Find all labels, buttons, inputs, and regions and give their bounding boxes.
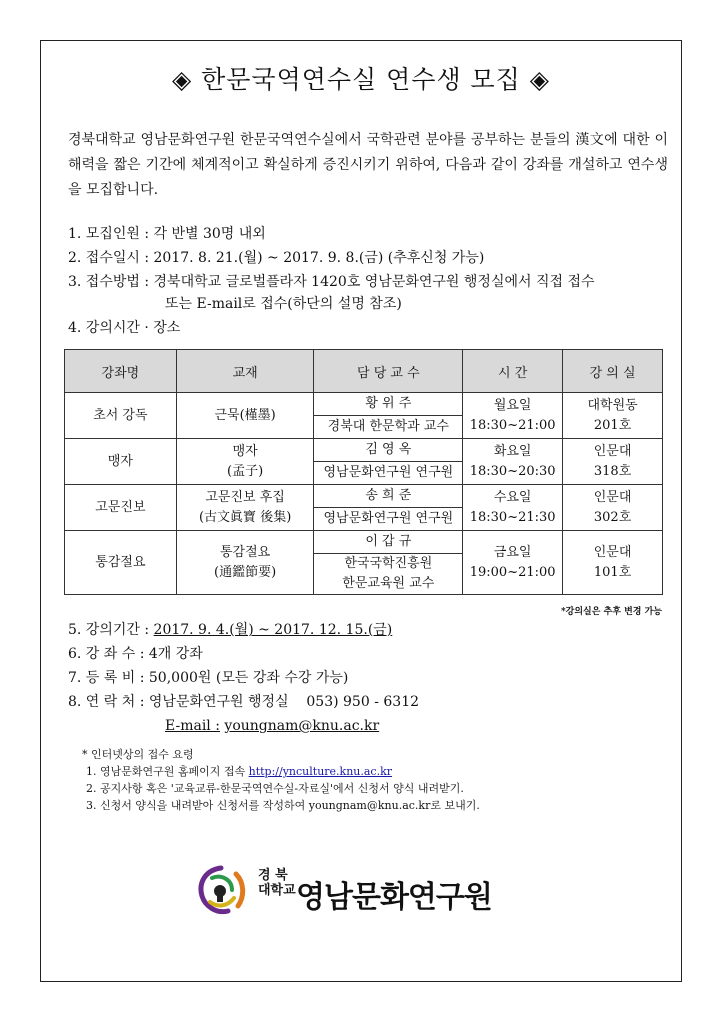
course-cell: 통감절요 (65, 531, 177, 595)
intro-paragraph: 경북대학교 영남문화연구원 한문국역연수실에서 국학관련 분야를 공부하는 분들의 漢文에 대한 이해력을 짧은 기간에 체계적이고 확실하게 증진시키기 위하여, 다음과 같이 강좌를 개설하고 연수생을 모집합니다. (68, 132, 668, 198)
item-fee: 7. 등 록 비 : 50,000원 (모든 강좌 수강 가능) (68, 670, 349, 686)
time-cell: 수요일 18:30~21:30 (463, 485, 563, 531)
textbook-cell: 근묵(槿墨) (176, 393, 314, 439)
room-cell: 인문대 302호 (563, 485, 663, 531)
room-cell: 인문대 318호 (563, 439, 663, 485)
homepage-link[interactable]: http://ynculture.knu.ac.kr (248, 765, 393, 778)
header-time: 시 간 (463, 350, 563, 393)
item-contact: 8. 연 락 처 : 영남문화연구원 행정실 053) 950 - 6312 (68, 694, 420, 710)
table-row (65, 485, 663, 508)
item-period: 2. 접수일시 : 2017. 8. 21.(월) ~ 2017. 9. 8.(금) (추후신청 가능) (68, 250, 485, 266)
textbook-cell: 통감절요 (通鑑節要) (176, 531, 314, 595)
how-to-step-1: 1. 영남문화연구원 홈페이지 접속 http://ynculture.knu.ac.kr (86, 765, 393, 778)
textbook-cell: 맹자 (孟子) (176, 439, 314, 485)
logo-university: 경 북 대학교 (258, 868, 296, 898)
room-cell: 대학원동 201호 (563, 393, 663, 439)
item-time-place: 4. 강의시간 · 장소 (68, 320, 181, 336)
room-cell: 인문대 101호 (563, 531, 663, 595)
how-to-step-2: 2. 공지사항 혹은 '교육교류-한문국역연수실-자료실'에서 신청서 양식 내려받기. (86, 782, 464, 795)
professor-affiliation: 영남문화연구원 연구원 (314, 462, 463, 485)
table-header-row (65, 350, 663, 393)
professor-affiliation: 한국국학진흥원 한문교육원 교수 (314, 554, 463, 595)
logo-emblem-icon (192, 862, 250, 920)
professor-name: 이 갑 규 (314, 531, 463, 554)
room-change-note: *강의실은 추후 변경 가능 (560, 607, 662, 617)
course-cell: 맹자 (65, 439, 177, 485)
course-cell: 고문진보 (65, 485, 177, 531)
professor-name: 김 영 옥 (314, 439, 463, 462)
time-cell: 금요일 19:00~21:00 (463, 531, 563, 595)
item-duration: 5. 강의기간 : 2017. 9. 4.(월) ~ 2017. 12. 15.(금) (68, 622, 393, 638)
table-row (65, 531, 663, 554)
item-count: 6. 강 좌 수 : 4개 강좌 (68, 646, 203, 662)
logo-institute-name: 영남문화연구원 (296, 880, 492, 915)
item-method-cont: 또는 E-mail로 접수(하단의 설명 참조) (165, 296, 402, 312)
time-cell: 화요일 18:30~20:30 (463, 439, 563, 485)
duration-value: 2017. 9. 4.(월) ~ 2017. 12. 15.(금) (153, 622, 393, 638)
how-to-title: * 인터넷상의 접수 요령 (82, 748, 194, 761)
course-cell: 초서 강독 (65, 393, 177, 439)
time-cell: 월요일 18:30~21:00 (463, 393, 563, 439)
header-textbook: 교재 (176, 350, 314, 393)
page-title: ◈ 한문국역연수실 연수생 모집 ◈ (171, 65, 551, 94)
email-label: E-mail : (165, 718, 220, 734)
item-method: 3. 접수방법 : 경북대학교 글로벌플라자 1420호 영남문화연구원 행정실에서 직접 접수 (68, 274, 595, 290)
email-address[interactable]: youngnam@knu.ac.kr (224, 718, 380, 734)
professor-name: 송 희 준 (314, 485, 463, 508)
institute-logo (192, 862, 492, 920)
header-professor: 담 당 교 수 (314, 350, 463, 393)
professor-affiliation: 영남문화연구원 연구원 (314, 508, 463, 531)
item-recruit: 1. 모집인원 : 각 반별 30명 내외 (68, 226, 266, 242)
textbook-cell: 고문진보 후집 (古文眞寶 後集) (176, 485, 314, 531)
table-row (65, 439, 663, 462)
email-line (165, 716, 379, 736)
table-row (65, 393, 663, 416)
header-course: 강좌명 (65, 350, 177, 393)
how-to-step-3: 3. 신청서 양식을 내려받아 신청서를 작성하여 youngnam@knu.ac.kr로 보내기. (86, 799, 480, 812)
header-room: 강 의 실 (563, 350, 663, 393)
professor-name: 황 위 주 (314, 393, 463, 416)
schedule-table (64, 349, 663, 595)
professor-affiliation: 경북대 한문학과 교수 (314, 416, 463, 439)
